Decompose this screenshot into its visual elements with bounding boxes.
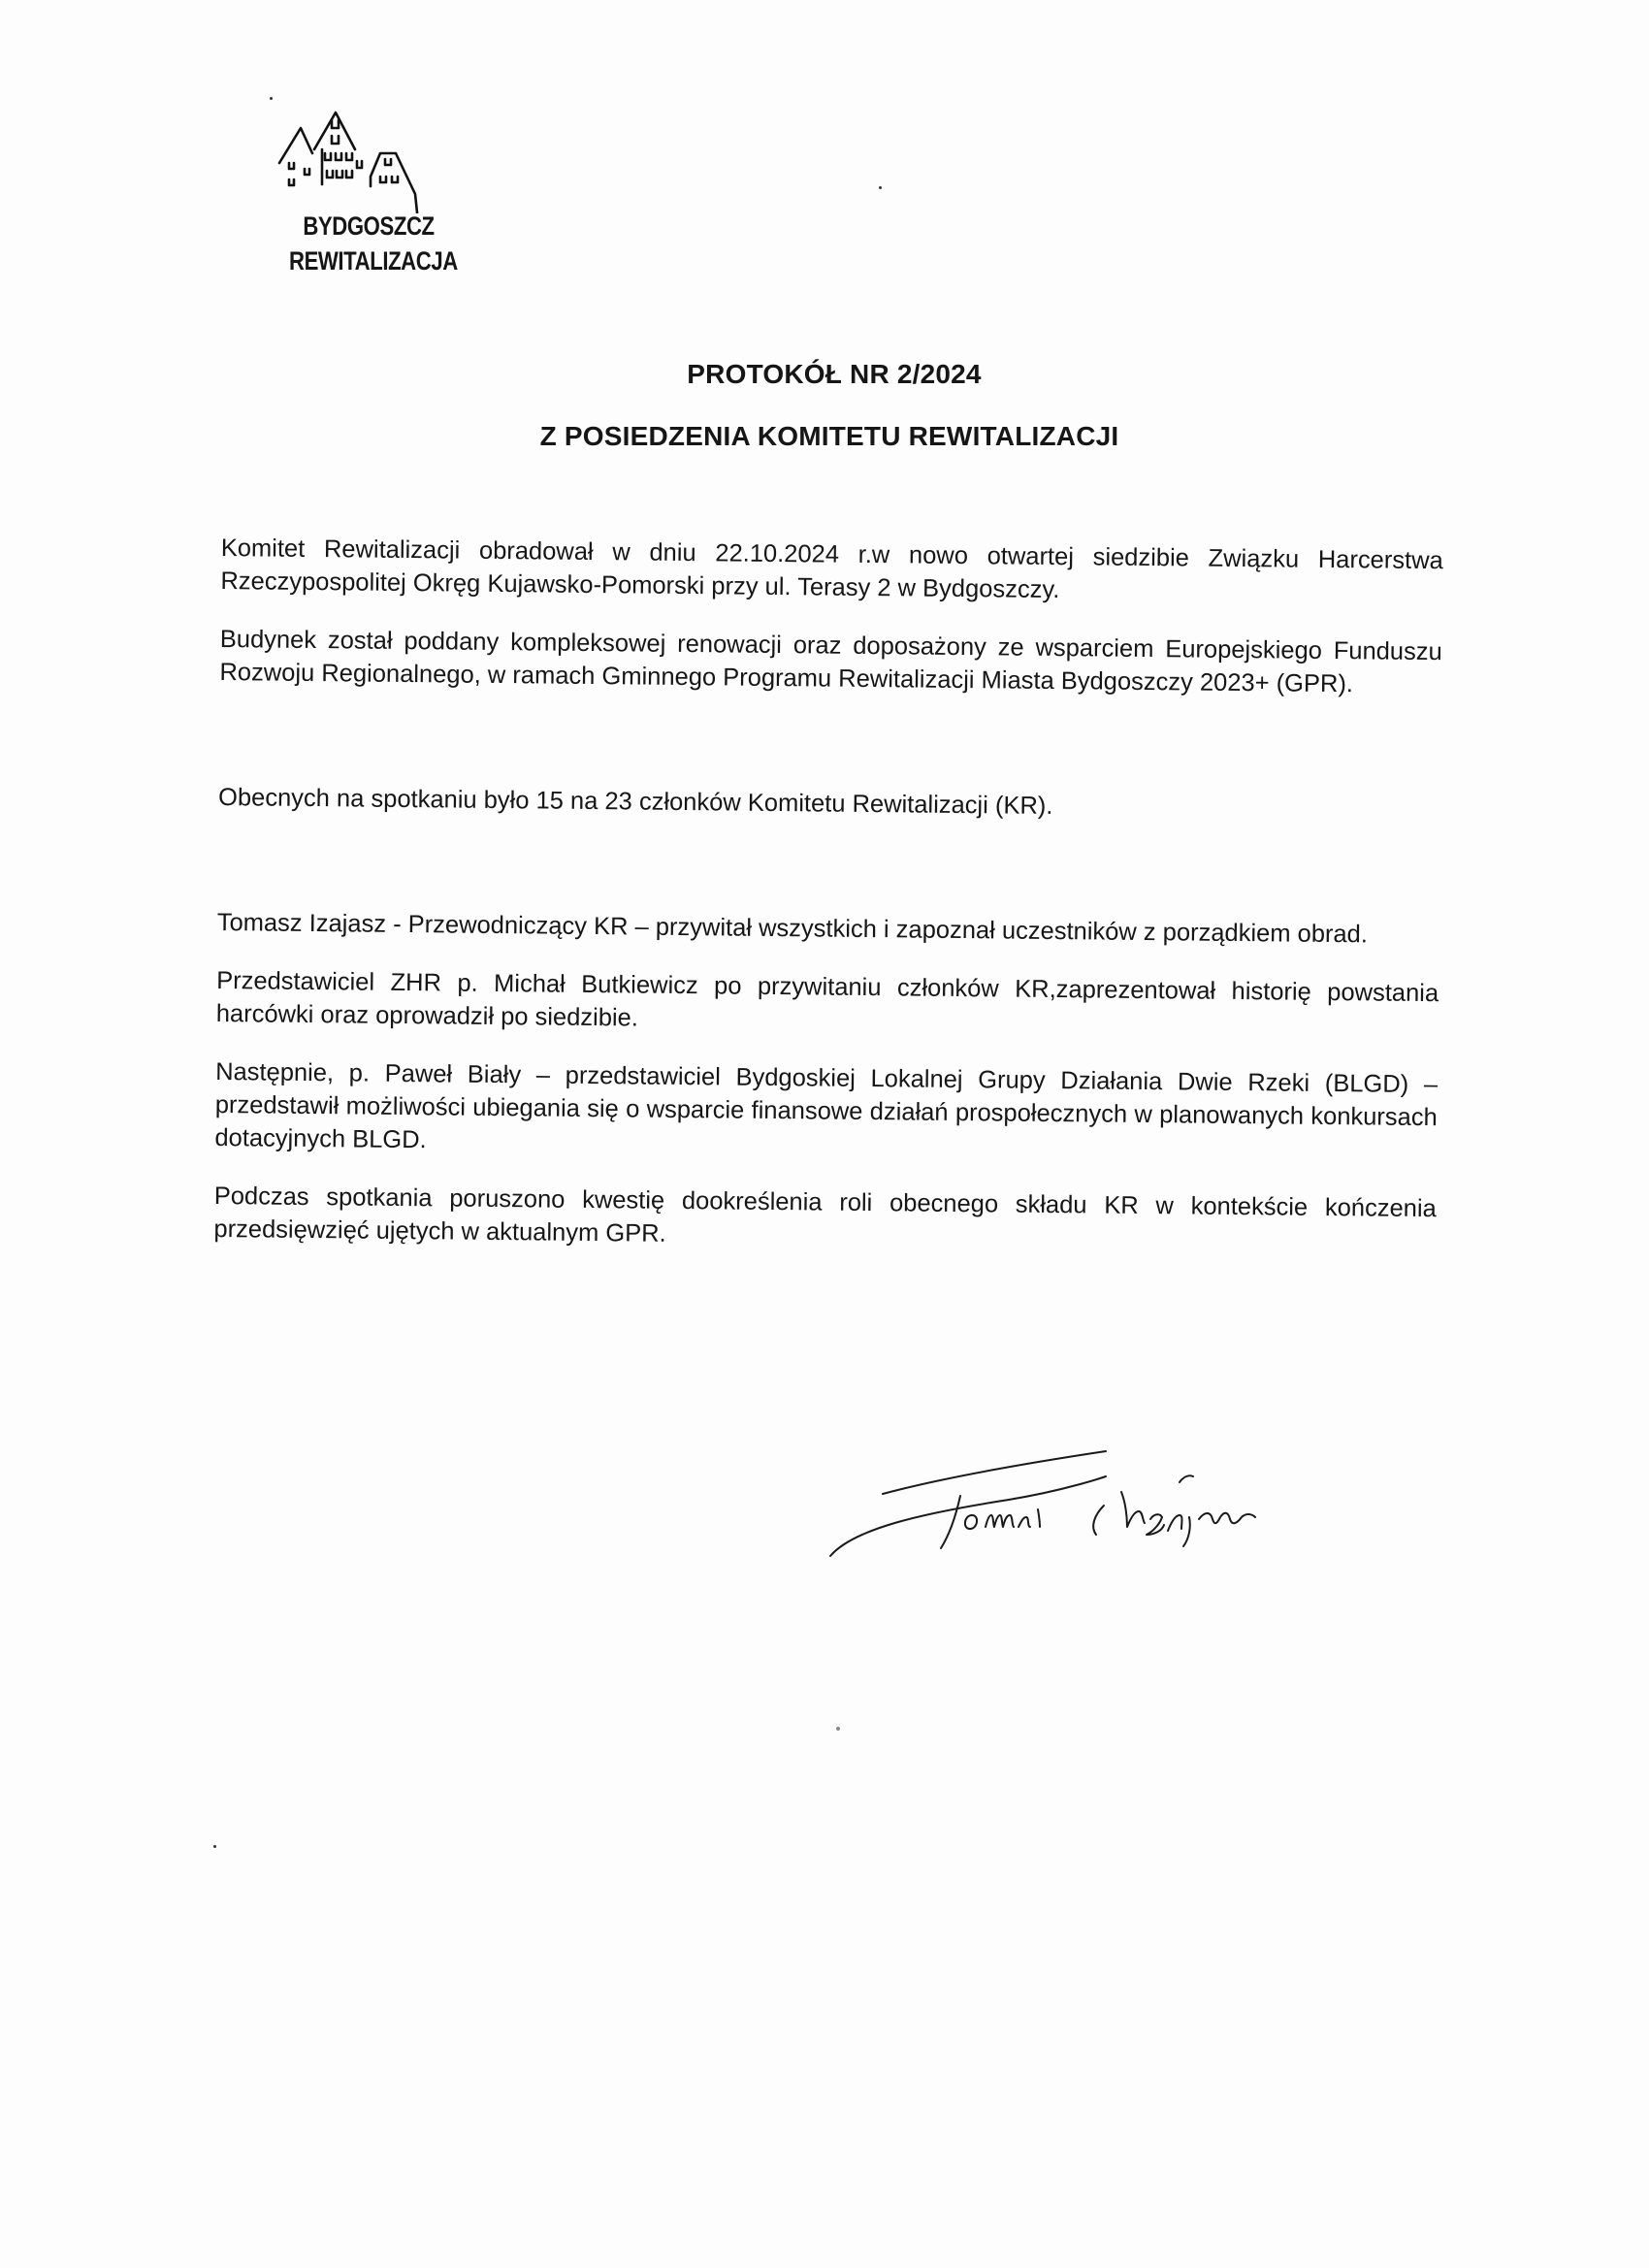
paragraph-zhr-representative: Przedstawiciel ZHR p. Michał Butkiewicz po przywitaniu członków KR,zaprezentował historię powstania harcówki oraz oprowadził po siedzibie. [215,966,1439,1032]
logo-line-2: REWITALIZACJA [289,246,458,275]
logo-line-1: BYDGOSZCZ [303,211,435,241]
bydgoszcz-rewitalizacja-logo [272,107,466,291]
document-body [213,532,1443,1258]
scan-speck [270,97,273,100]
scan-speck [879,186,882,189]
document-title: PROTOKÓŁ NR 2/2024 [687,359,982,389]
paragraph-discussion: Podczas spotkania poruszono kwestię dookreślenia roli obecnego składu KR w kontekście kończenia przedsięwzięć ujętych w aktualnym GPR. [213,1182,1437,1247]
paragraph-blgd-presentation: Następnie, p. Paweł Biały – przedstawiciel Bydgoskiej Lokalnej Grupy Działania Dwie Rzeki (BLGD) – przedstawił możliwości ubiegania się o wsparcie finansowe działań prospołecznych w planowanych konkursach dotacyjnych BLGD. [214,1057,1439,1154]
paragraph-attendance: Obecnych na spotkaniu było 15 na 23 członków Komitetu Rewitalizacji (KR). [217,783,1053,820]
scan-speck [213,1845,216,1848]
paragraph-building-renovation: Budynek został poddany kompleksowej renowacji oraz doposażony ze wsparciem Europejskiego Funduszu Rozwoju Regionalnego, w ramach Gminnego Programu Rewitalizacji Miasta Bydgoszczy 2023+ (GPR). [219,625,1442,698]
paragraph-chairman-welcome: Tomasz Izajasz - Przewodniczący KR – przywitał wszystkich i zapoznał uczestników z porządkiem obrad. [216,908,1369,949]
paragraph-meeting-location: Komitet Rewitalizacji obradował w dniu 22.10.2024 r.w nowo otwartej siedzibie Związku Harcerstwa Rzeczypospolitej Okręg Kujawsko-Pomorski przy ul. Terasy 2 w Bydgoszczy. [220,534,1443,604]
handwritten-signature [815,1436,1319,1571]
document-subtitle: Z POSIEDZENIA KOMITETU REWITALIZACJI [539,421,1119,451]
houses-logo-icon [272,107,466,213]
scan-speck [836,1727,840,1731]
